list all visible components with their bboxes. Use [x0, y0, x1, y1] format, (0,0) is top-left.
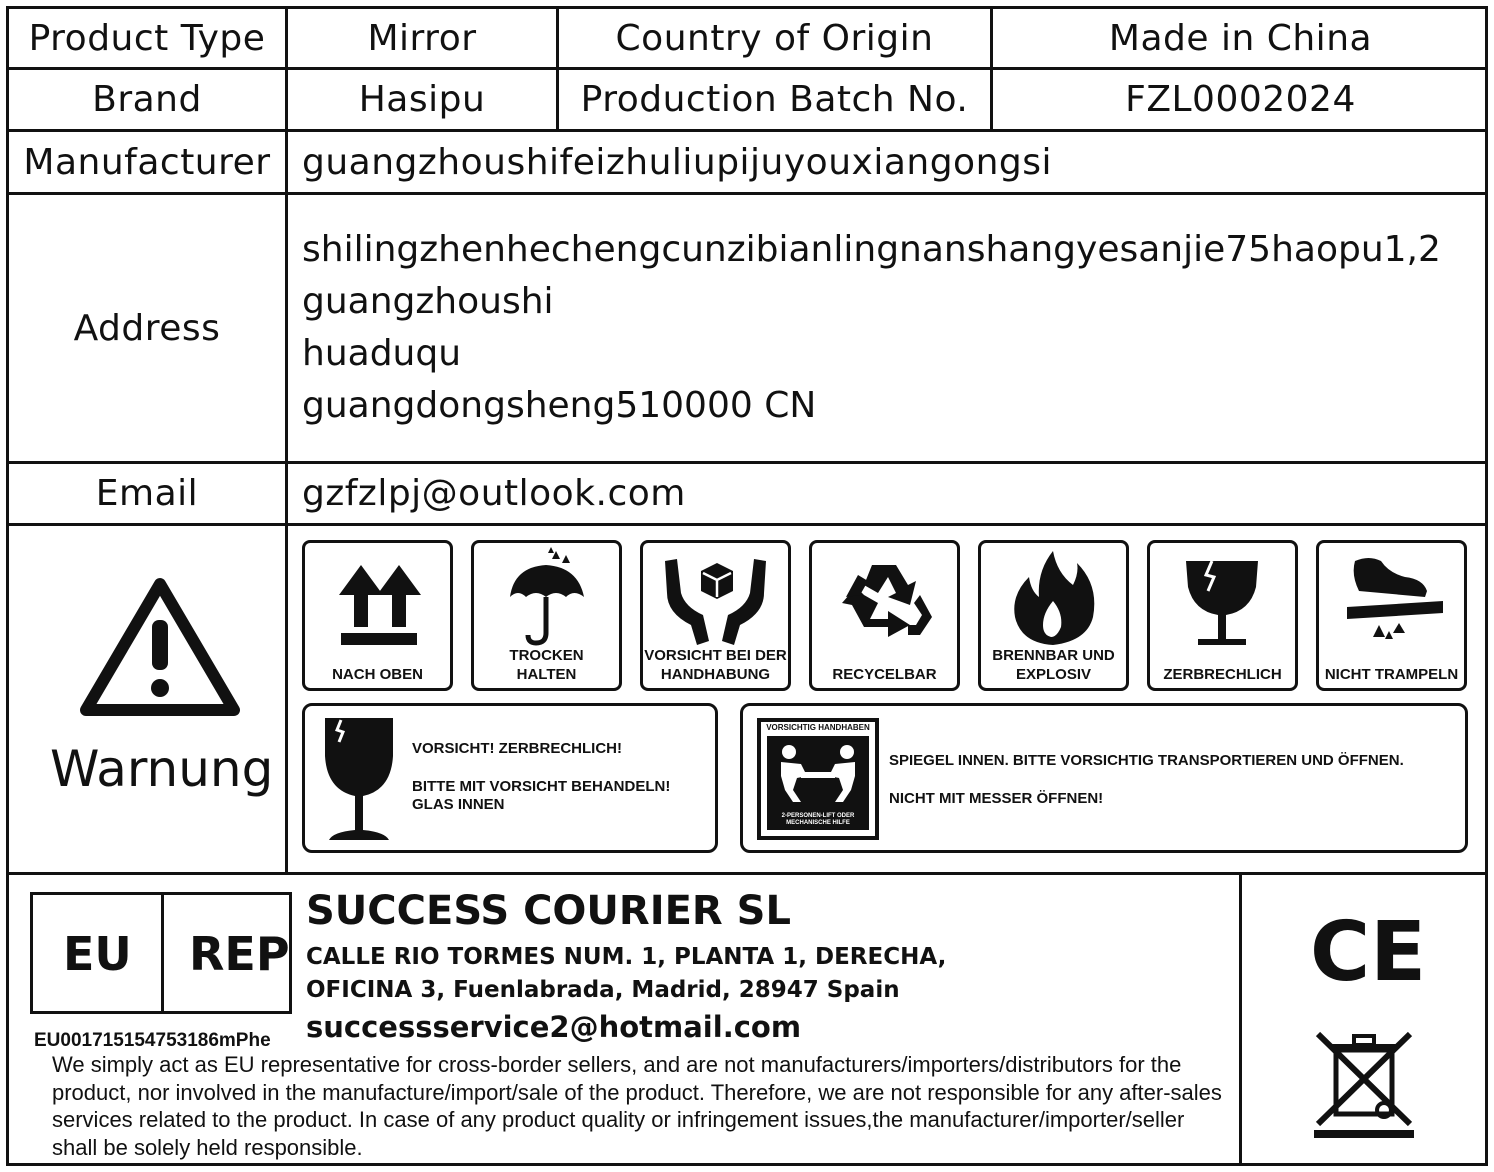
eu-rep-email: successservice2@hotmail.com [306, 1010, 802, 1044]
eu-rep-address-1: CALLE RIO TORMES NUM. 1, PLANTA 1, DERECHA, [306, 944, 947, 970]
badge-top-text: VORSICHTIG HANDHABEN [766, 723, 870, 732]
ce-mark-icon [1310, 905, 1427, 1000]
symbol-label: ZERBRECHLICH [1163, 666, 1282, 683]
symbol-flammable [978, 540, 1129, 691]
eu-rep-divider [161, 895, 164, 1011]
fragile-notice-box [302, 703, 718, 853]
address-line: guangzhoushi [302, 281, 554, 322]
email-value: gzfzlpj@outlook.com [302, 473, 686, 514]
no-step-icon [1319, 547, 1464, 647]
svg-text:CE: CE [1310, 905, 1427, 1000]
address-line: guangdongsheng510000 CN [302, 385, 817, 426]
row-divider [6, 872, 1488, 875]
handling-notice-box [740, 703, 1468, 853]
origin-value: Made in China [1108, 17, 1373, 59]
brand-value: Hasipu [358, 79, 486, 120]
row-divider [6, 523, 1488, 526]
email-label: Email [95, 473, 199, 514]
eu-rep-disclaimer: We simply act as EU representative for cross-border sellers, and are not manufacturers/importers/distributors for the product, nor involved in the manufacture/import/sale of the product. Therefore, we are not responsible for any after-sales services related to the product. In case of any product quality or infringement issues,the manufacturer/importer/seller shall be solely held responsible. [52, 1052, 1222, 1160]
address-label: Address [73, 307, 221, 349]
batch-value: FZL0002024 [1125, 79, 1356, 120]
broken-glass-icon [1150, 547, 1295, 647]
symbol-label: VORSICHT BEI DER HANDHABUNG [644, 647, 787, 683]
product-type-value: Mirror [367, 17, 477, 59]
eu-rep-reference: EU001715154753186mPhe [34, 1030, 271, 1051]
origin-label: Country of Origin [615, 17, 934, 59]
eu-text: EU [63, 927, 132, 981]
manufacturer-label: Manufacturer [23, 141, 271, 183]
umbrella-icon [474, 547, 619, 647]
symbol-fragile [1147, 540, 1298, 691]
product-type-label: Product Type [28, 17, 266, 59]
symbol-label: NACH OBEN [332, 666, 423, 683]
warning-triangle-icon [78, 574, 242, 720]
col-divider [1239, 874, 1242, 1166]
address-line: huaduqu [302, 333, 462, 374]
badge-panel [767, 736, 869, 830]
warning-title: Warnung [50, 740, 274, 798]
fragile-line-2: BITTE MIT VORSICHT BEHANDELN! [412, 778, 671, 795]
symbol-label: RECYCELBAR [832, 666, 937, 683]
address-line: shilingzhenhechengcunzibianlingnanshangyesanjie75haopu1,2 [302, 229, 1441, 270]
brand-label: Brand [92, 79, 202, 120]
symbol-do-not-step [1316, 540, 1467, 691]
glass-icon [321, 716, 397, 844]
hands-box-icon [643, 547, 788, 647]
handling-line-1: SPIEGEL INNEN. BITTE VORSICHTIG TRANSPORTIEREN UND ÖFFNEN. [889, 752, 1404, 769]
manufacturer-value: guangzhoushifeizhuliupijuyouxiangongsi [302, 141, 1053, 183]
badge-bottom-text: 2-PERSONEN-LIFT ODER MECHANISCHE HILFE [781, 813, 855, 826]
rep-text: REP [189, 927, 290, 981]
symbol-keep-dry [471, 540, 622, 691]
handling-badge [757, 718, 879, 840]
eu-rep-company: SUCCESS COURIER SL [306, 888, 791, 934]
eu-rep-address-2: OFICINA 3, Fuenlabrada, Madrid, 28947 Spain [306, 977, 900, 1003]
symbol-this-way-up [302, 540, 453, 691]
symbol-label: NICHT TRAMPELN [1324, 666, 1459, 683]
address-value [302, 224, 1441, 432]
fragile-line-3: GLAS INNEN [412, 796, 505, 813]
symbol-recyclable [809, 540, 960, 691]
handling-line-2: NICHT MIT MESSER ÖFFNEN! [889, 790, 1104, 807]
fragile-line-1: VORSICHT! ZERBRECHLICH! [412, 740, 622, 757]
symbol-label: BRENNBAR UND EXPLOSIV [992, 647, 1115, 683]
crossed-bin-icon [1312, 1028, 1416, 1140]
flame-icon [981, 547, 1126, 647]
batch-label: Production Batch No. [580, 79, 969, 120]
two-person-lift-icon [771, 742, 865, 804]
symbol-label: TROCKEN HALTEN [509, 647, 584, 683]
recycle-icon [812, 547, 957, 647]
symbol-handle-with-care [640, 540, 791, 691]
eu-rep-box [30, 892, 292, 1014]
arrows-up-icon [305, 547, 450, 647]
